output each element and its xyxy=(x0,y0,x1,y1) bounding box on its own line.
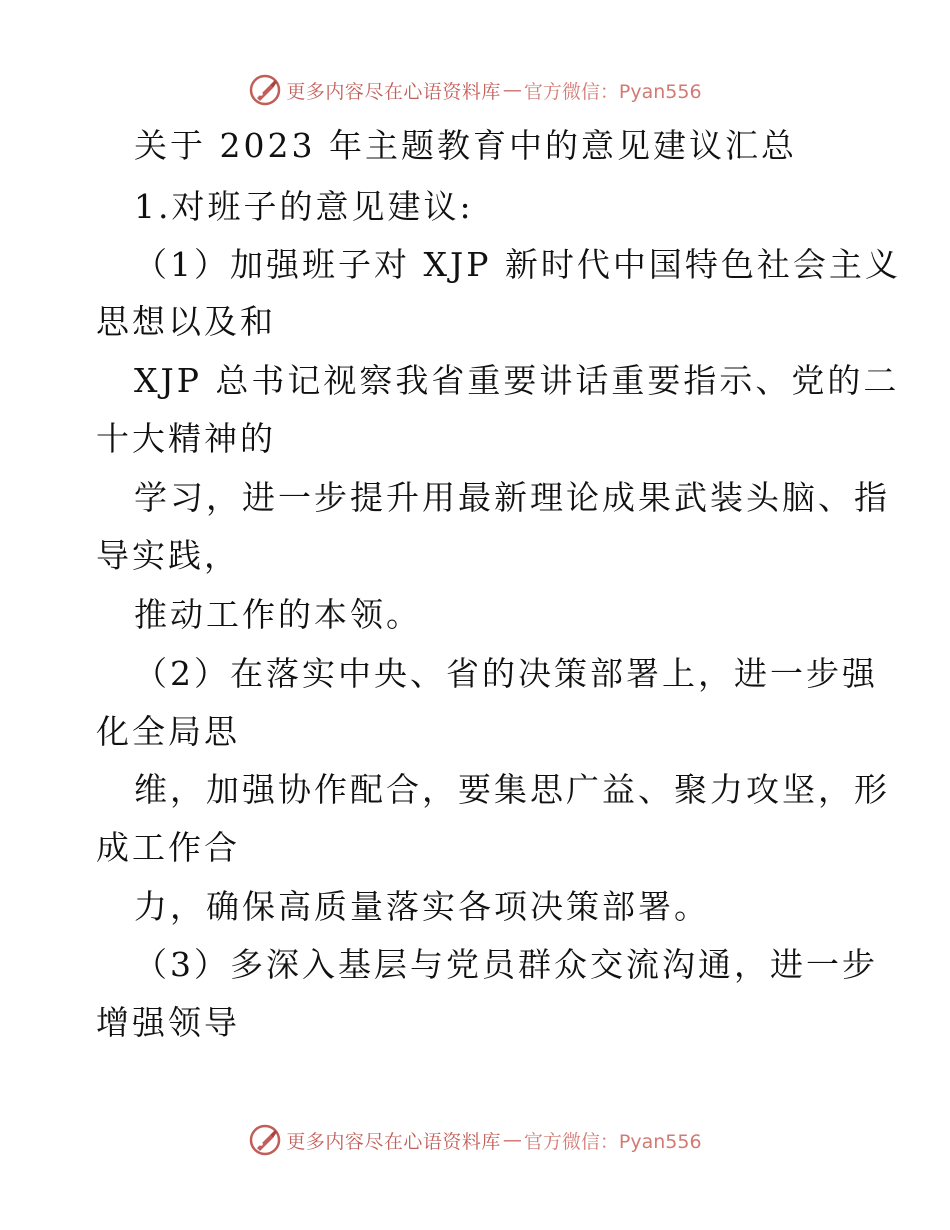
paragraph-line: 学习，进一步提升用最新理论成果武装头脑、指 xyxy=(134,478,890,517)
document-title: 关于 2023 年主题教育中的意见建议汇总 xyxy=(134,126,797,165)
watermark-contact: 官方微信：Pyan556 xyxy=(523,1130,702,1153)
paragraph-line: 力，确保高质量落实各项决策部署。 xyxy=(134,887,710,926)
paragraph-line: （2）在落实中央、省的决策部署上，进一步强 xyxy=(134,654,878,693)
watermark-text: 更多内容尽在心语资料库 xyxy=(286,80,501,103)
paragraph-line: 维，加强协作配合，要集思广益、聚力攻坚，形 xyxy=(134,770,890,809)
paragraph-line: 导实践， xyxy=(96,536,240,575)
footer-watermark xyxy=(0,1120,950,1160)
watermark-separator: — xyxy=(502,79,522,101)
section-heading: 1.对班子的意见建议: xyxy=(134,187,474,226)
paragraph-line: 推动工作的本领。 xyxy=(134,595,422,634)
paragraph-line: 增强领导 xyxy=(96,1003,240,1042)
paragraph-line: 思想以及和 xyxy=(96,302,276,341)
paragraph-line: XJP 总书记视察我省重要讲话重要指示、党的二 xyxy=(134,361,900,400)
paragraph-line: （1）加强班子对 XJP 新时代中国特色社会主义 xyxy=(134,245,901,284)
paragraph-line: 十大精神的 xyxy=(96,419,276,458)
paragraph-line: 成工作合 xyxy=(96,828,240,867)
watermark-separator: — xyxy=(502,1129,522,1151)
paragraph-line: （3）多深入基层与党员群众交流沟通，进一步 xyxy=(134,945,878,984)
paragraph-line: 化全局思 xyxy=(96,712,240,751)
watermark-contact: 官方微信：Pyan556 xyxy=(523,80,702,103)
pen-nib-logo-icon xyxy=(248,1123,282,1157)
watermark-text: 更多内容尽在心语资料库 xyxy=(286,1130,501,1153)
